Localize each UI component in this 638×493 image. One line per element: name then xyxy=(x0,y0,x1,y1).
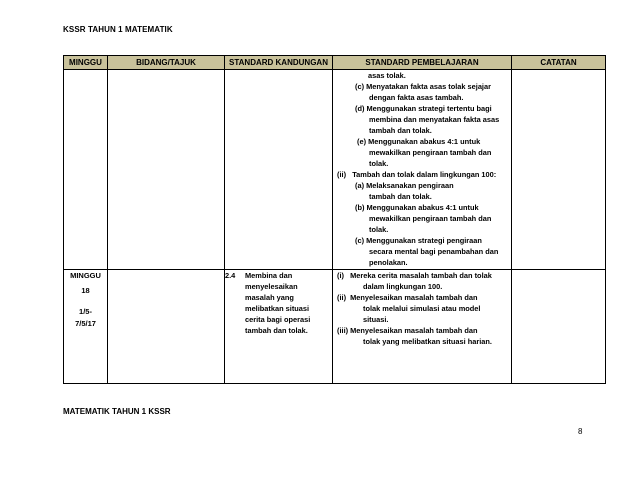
content-standard-cell xyxy=(225,270,333,384)
learning-line: (a) Melaksanakan pengiraan xyxy=(355,181,454,190)
week-cell xyxy=(64,70,108,270)
week-date-start: 1/5- xyxy=(79,307,92,316)
learning-line: tambah dan tolak. xyxy=(369,192,432,201)
learning-line: tolak melalui simulasi atau model xyxy=(363,304,481,313)
week-number: 18 xyxy=(81,286,90,295)
learning-line: mewakilkan pengiraan tambah dan xyxy=(369,148,492,157)
learning-line: tambah dan tolak. xyxy=(369,126,432,135)
standard-line: Membina dan xyxy=(245,271,293,280)
week-label: MINGGU xyxy=(70,271,101,280)
standard-line: cerita bagi operasi xyxy=(245,315,311,324)
learning-line: (iii) Menyelesaikan masalah tambah dan xyxy=(337,326,478,335)
learning-line: tolak yang melibatkan situasi harian. xyxy=(363,337,492,346)
column-header-standard-kandungan: STANDARD KANDUNGAN xyxy=(225,56,333,70)
content-standard-cell xyxy=(225,70,333,270)
learning-line: secara mental bagi penambahan dan xyxy=(369,247,499,256)
topic-cell xyxy=(108,270,225,384)
topic-cell xyxy=(108,70,225,270)
table-header-row xyxy=(64,56,606,70)
learning-line: tolak. xyxy=(369,225,389,234)
learning-line: penolakan. xyxy=(369,258,408,267)
table-row xyxy=(64,270,606,384)
lesson-plan-table xyxy=(63,55,606,384)
learning-standard-cell xyxy=(333,70,512,270)
standard-line: menyelesaikan xyxy=(245,282,298,291)
table-row xyxy=(64,70,606,270)
week-date-end: 7/5/17 xyxy=(75,319,96,328)
learning-line: (ii) Menyelesaikan masalah tambah dan xyxy=(337,293,478,302)
standard-line: masalah yang xyxy=(245,293,294,302)
learning-line: (i) Mereka cerita masalah tambah dan tolak xyxy=(337,271,492,280)
learning-line: (c) Menggunakan strategi pengiraan xyxy=(355,236,482,245)
document-header: KSSR TAHUN 1 MATEMATIK xyxy=(63,25,173,34)
standard-number: 2.4 xyxy=(225,271,236,280)
document-footer: MATEMATIK TAHUN 1 KSSR xyxy=(63,407,171,416)
learning-line: (e) Menggunakan abakus 4:1 untuk xyxy=(357,137,481,146)
notes-cell xyxy=(512,70,606,270)
page-number: 8 xyxy=(578,427,583,436)
learning-standard-cell xyxy=(333,270,512,384)
column-header-minggu: MINGGU xyxy=(64,56,108,70)
notes-cell xyxy=(512,270,606,384)
learning-line: situasi. xyxy=(363,315,389,324)
learning-line: (b) Menggunakan abakus 4:1 untuk xyxy=(355,203,479,212)
learning-line: (c) Menyatakan fakta asas tolak sejajar xyxy=(355,82,491,91)
column-header-standard-pembelajaran: STANDARD PEMBELAJARAN xyxy=(333,56,512,70)
standard-line: tambah dan tolak. xyxy=(245,326,308,335)
column-header-catatan: CATATAN xyxy=(512,56,606,70)
learning-line: asas tolak. xyxy=(368,71,406,80)
standard-line: melibatkan situasi xyxy=(245,304,310,313)
learning-line: mewakilkan pengiraan tambah dan xyxy=(369,214,492,223)
column-header-bidang-tajuk: BIDANG/TAJUK xyxy=(108,56,225,70)
learning-line: dengan fakta asas tambah. xyxy=(369,93,464,102)
learning-line: (d) Menggunakan strategi tertentu bagi xyxy=(355,104,492,113)
learning-line: dalam lingkungan 100. xyxy=(363,282,443,291)
learning-line: (ii) Tambah dan tolak dalam lingkungan 100: xyxy=(337,170,497,179)
learning-line: membina dan menyatakan fakta asas xyxy=(369,115,500,124)
learning-line: tolak. xyxy=(369,159,389,168)
week-cell xyxy=(64,270,108,384)
